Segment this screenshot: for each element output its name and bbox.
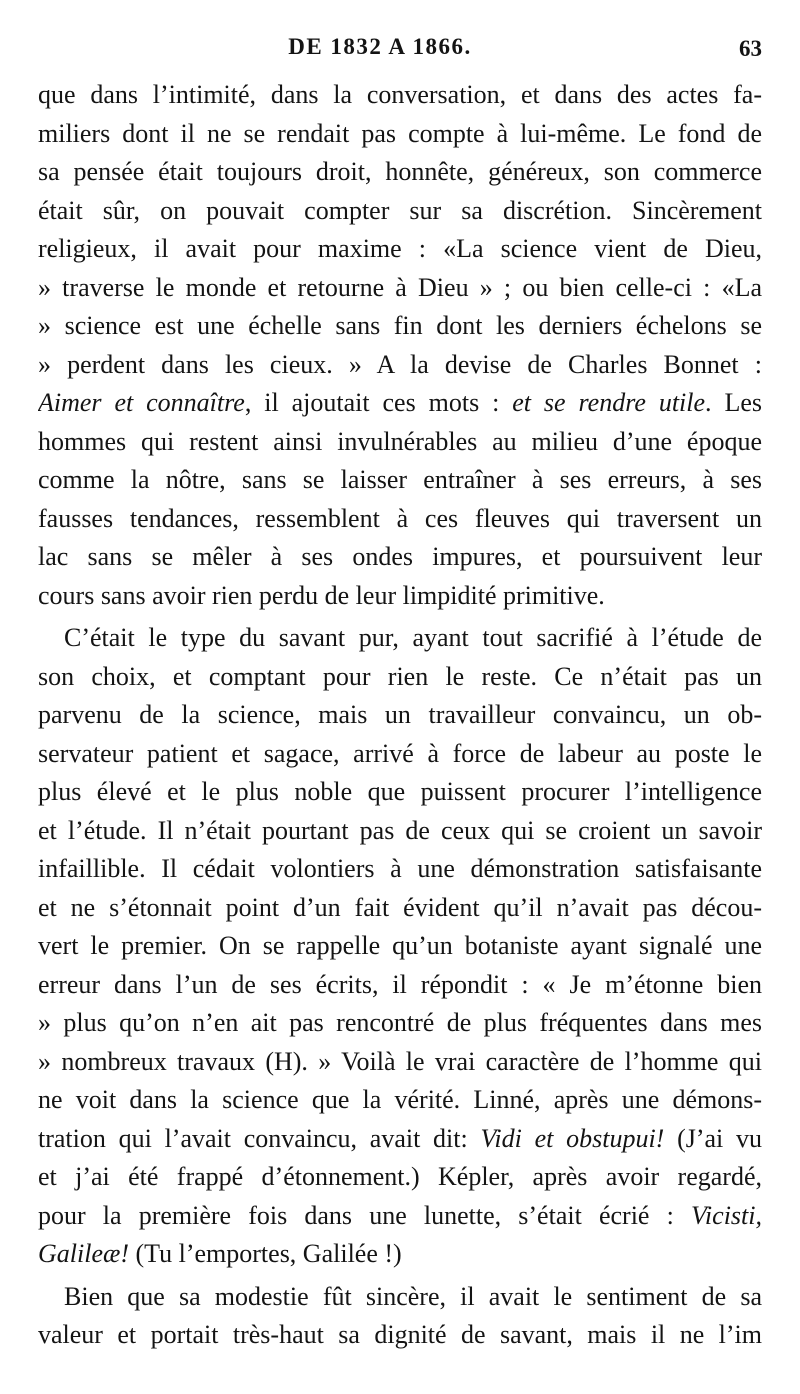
text-line (38, 1235, 762, 1274)
italic-text: Galileæ! (38, 1239, 129, 1268)
text-line (38, 230, 762, 269)
text-line (38, 619, 762, 658)
text-line (38, 269, 762, 308)
text-line (38, 577, 762, 616)
text-line (38, 423, 762, 462)
text-segment: fausses tendances, ressemblent à ces fleuves qui traversent un (38, 503, 762, 533)
text-segment: servateur patient et sagace, arrivé à force de labeur au poste le (38, 738, 762, 768)
text-segment: était sûr, on pouvait compter sur sa discrétion. Sincèrement (38, 195, 762, 225)
text-segment: infaillible. Il cédait volontiers à une démonstration satisfaisante (38, 854, 762, 883)
text-line (38, 384, 762, 423)
text-line (38, 889, 762, 928)
text-line (38, 538, 762, 577)
text-segment: (Tu l’emportes, Galilée !) (129, 1239, 402, 1268)
page-number: 63 (739, 36, 762, 61)
text-segment: plus élevé et le plus noble que puissent procurer l’intelligence (38, 777, 762, 806)
text-segment: » plus qu’on n’en ait pas rencontré de plus fréquentes dans mes (38, 1008, 762, 1037)
text-segment: erreur dans l’un de ses écrits, il répondit : « Je m’étonne bien (38, 969, 762, 999)
text-segment: (J’ai vu (664, 1123, 762, 1153)
text-segment: miliers dont il ne se rendait pas compte à lui-même. Le fond de (38, 118, 762, 148)
text-segment: et l’étude. Il n’était pourtant pas de ceux qui se croient un savoir (38, 815, 762, 845)
text-segment: » science est une échelle sans fin dont les derniers échelons se (38, 311, 762, 340)
text-line (38, 1278, 762, 1317)
text-line (38, 1316, 762, 1355)
text-segment: parvenu de la science, mais un travailleur convaincu, un ob- (38, 700, 762, 729)
text-segment: hommes qui restent ainsi invulnérables au milieu d’une époque (38, 426, 762, 456)
text-line (38, 812, 762, 851)
text-segment: » traverse le monde et retourne à Dieu » ; ou bien celle-ci : «La (38, 272, 762, 302)
text-segment: » perdent dans les cieux. » A la devise de Charles Bonnet : (38, 349, 762, 379)
text-segment: comme la nôtre, sans se laisser entraîner à ses erreurs, à ses (38, 465, 762, 494)
text-line (38, 461, 762, 500)
running-title: DE 1832 A 1866. (288, 34, 472, 59)
text-line (38, 500, 762, 539)
text-line (38, 1158, 762, 1197)
text-segment: valeur et portait très-haut sa dignité de savant, mais il ne l’im (38, 1320, 762, 1349)
text-line (38, 696, 762, 735)
text-line (38, 735, 762, 774)
text-segment: » nombreux travaux (H). » Voilà le vrai caractère de l’homme qui (38, 1046, 762, 1076)
text-line (38, 1043, 762, 1082)
body-text (38, 76, 762, 1355)
text-line (38, 658, 762, 697)
text-segment: pour la première fois dans une lunette, s’était écrié : (38, 1200, 691, 1230)
text-line (38, 192, 762, 231)
text-segment: lac sans se mêler à ses ondes impures, et poursuivent leur (38, 542, 762, 571)
italic-text: Aimer et connaître (38, 388, 245, 417)
text-line (38, 850, 762, 889)
italic-text: Vidi et obstupui! (480, 1123, 665, 1153)
text-line (38, 346, 762, 385)
text-segment: religieux, il avait pour maxime : «La science vient de Dieu, (38, 234, 762, 263)
text-line (38, 115, 762, 154)
text-segment: tration qui l’avait convaincu, avait dit: (38, 1123, 481, 1153)
text-line (38, 1081, 762, 1120)
text-line (38, 76, 762, 115)
text-line (38, 966, 762, 1005)
text-segment: C’était le type du savant pur, ayant tout sacrifié à l’étude de (64, 623, 762, 652)
text-segment: Bien que sa modestie fût sincère, il avait le sentiment de sa (64, 1281, 762, 1311)
text-line (38, 1004, 762, 1043)
text-line (38, 927, 762, 966)
text-segment: vert le premier. On se rappelle qu’un botaniste ayant signalé une (38, 931, 762, 960)
text-segment: et ne s’étonnait point d’un fait évident qu’il n’avait pas décou- (38, 892, 762, 922)
text-segment: . Les (705, 388, 762, 417)
text-line (38, 773, 762, 812)
italic-text: et se rendre utile (512, 388, 706, 417)
text-segment: son choix, et comptant pour rien le reste. Ce n’était pas un (38, 661, 762, 691)
text-line (38, 307, 762, 346)
text-segment: ne voit dans la science que la vérité. Linné, après une démons- (38, 1085, 762, 1114)
text-segment: que dans l’intimité, dans la conversation, et dans des actes fa- (38, 80, 762, 109)
text-line (38, 1120, 762, 1159)
running-head (38, 34, 762, 68)
book-page (38, 0, 762, 1394)
text-line (38, 1197, 762, 1236)
text-segment: sa pensée était toujours droit, honnête, généreux, son commerce (38, 157, 762, 186)
text-line (38, 153, 762, 192)
italic-text: Vicisti, (690, 1200, 762, 1230)
text-segment: et j’ai été frappé d’étonnement.) Képler, après avoir regardé, (38, 1162, 762, 1191)
text-segment: , il ajoutait ces mots : (244, 388, 513, 417)
text-segment: cours sans avoir rien perdu de leur limpidité primitive. (38, 580, 605, 610)
